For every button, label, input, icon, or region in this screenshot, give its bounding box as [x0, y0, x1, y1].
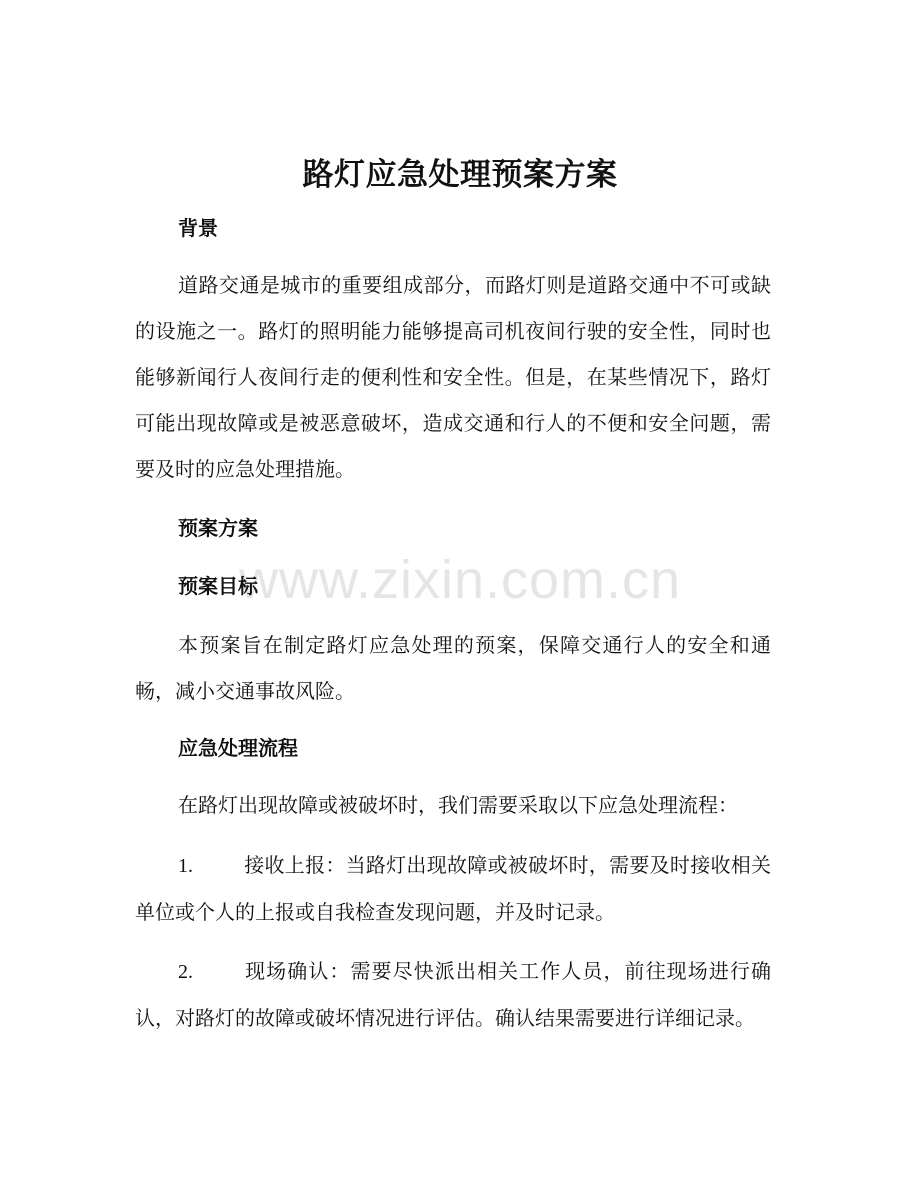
- goal-paragraph: 本预案旨在制定路灯应急处理的预案，保障交通行人的安全和通畅，减小交通事故风险。: [135, 633, 771, 703]
- list-item-step-1: [135, 842, 771, 935]
- section-heading-background: 背景: [178, 216, 218, 240]
- section-heading-plan: 预案方案: [178, 516, 258, 540]
- background-paragraph: 道路交通是城市的重要组成部分，而路灯则是道路交通中不可或缺的设施之一。路灯的照明能力能够提高司机夜间行驶的安全性，同时也能够新闻行人夜间行走的便利性和安全性。但是，在某些情况下，路灯可能出现故障或是被恶意破坏，造成交通和行人的不便和安全问题，需要及时的应急处理措施。: [135, 273, 771, 481]
- list-number: 2.: [178, 961, 193, 983]
- section-heading-goal: 预案目标: [178, 574, 258, 598]
- watermark: www.zixin.com.cn: [238, 550, 682, 610]
- document-title: 路灯应急处理预案方案: [302, 157, 618, 193]
- list-number: 1.: [178, 855, 193, 877]
- list-item-text: 接收上报：当路灯出现故障或被破坏时，需要及时接收相关单位或个人的上报或自我检查发现问题，并及时记录。: [135, 853, 771, 924]
- list-item-text: 现场确认：需要尽快派出相关工作人员，前往现场进行确认，对路灯的故障或破坏情况进行评估。确认结果需要进行详细记录。: [135, 959, 771, 1030]
- process-intro-paragraph: 在路灯出现故障或被破坏时，我们需要采取以下应急处理流程：: [178, 793, 738, 817]
- section-heading-process: 应急处理流程: [178, 736, 298, 760]
- list-item-step-2: [135, 948, 771, 1041]
